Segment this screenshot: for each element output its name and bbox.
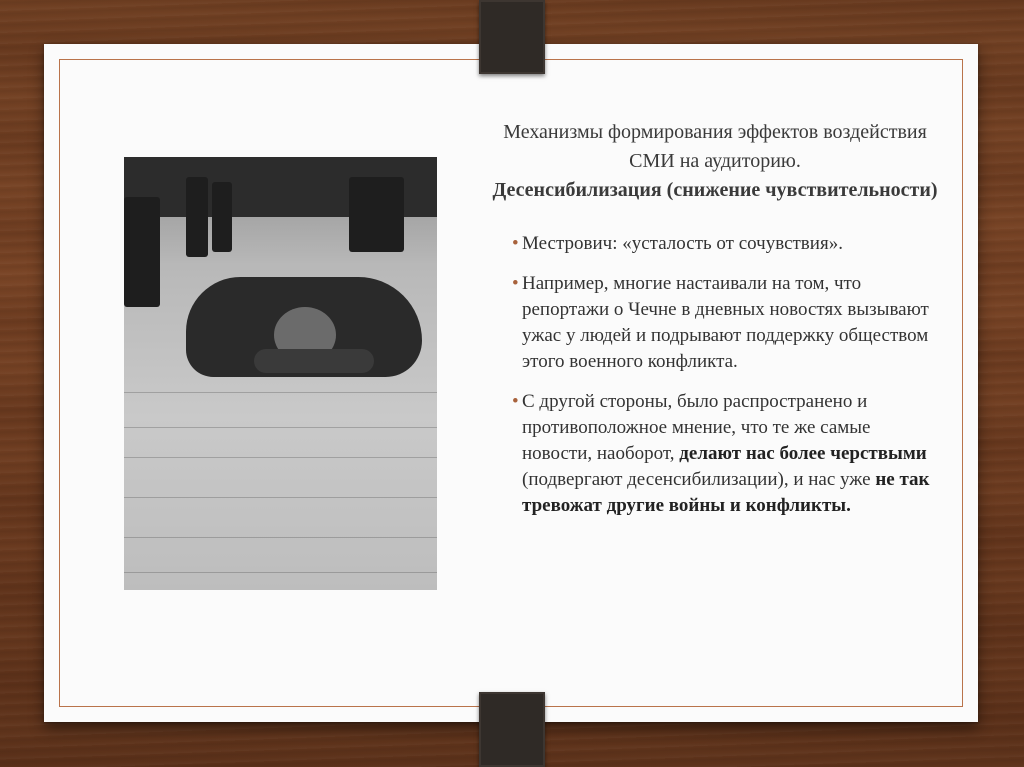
pavement-line (124, 427, 437, 428)
photo-leg (349, 177, 404, 252)
bullet-dot-icon: • (512, 391, 519, 412)
slide-title (490, 118, 940, 205)
pavement-line (124, 392, 437, 393)
pavement-line (124, 457, 437, 458)
pavement-line (124, 497, 437, 498)
photo-hands (254, 349, 374, 373)
bullet-item (490, 271, 940, 375)
bullet-emphasis: делают нас более черствыми (679, 443, 927, 464)
bullet-item (490, 389, 940, 519)
title-normal: Механизмы формирования эффектов воздействия СМИ на аудиторию. (503, 121, 927, 172)
slide-text-block (490, 118, 940, 533)
slide-photo (124, 157, 437, 590)
bullet-text-part: (подвергают десенсибилизации), и нас уже (522, 469, 876, 490)
photo-leg (212, 182, 232, 252)
bullet-emphasis: не так тревожат другие войны и конфликты. (522, 469, 930, 516)
bullet-dot-icon: • (512, 273, 519, 294)
bullet-text: Например, многие настаивали на том, что репортажи о Чечне в дневных новостях вызывают ужас у людей и подрывают поддержку обществом этого военного конфликта. (522, 273, 929, 372)
bullet-dot-icon: • (512, 233, 519, 254)
title-bold: Десенсибилизация (снижение чувствительности) (492, 179, 938, 201)
bullet-text: Местрович: «усталость от сочувствия». (522, 233, 843, 254)
photo-leg (186, 177, 208, 257)
binder-clip-bottom (479, 692, 545, 767)
photo-leg (124, 197, 160, 307)
pavement-line (124, 537, 437, 538)
bullet-item (490, 231, 940, 257)
bullet-text-part: С другой стороны, было распространено и противоположное мнение, что те же самые новости, наоборот, (522, 391, 871, 464)
bullet-list (490, 231, 940, 519)
binder-clip-top (479, 0, 545, 74)
pavement-line (124, 572, 437, 573)
